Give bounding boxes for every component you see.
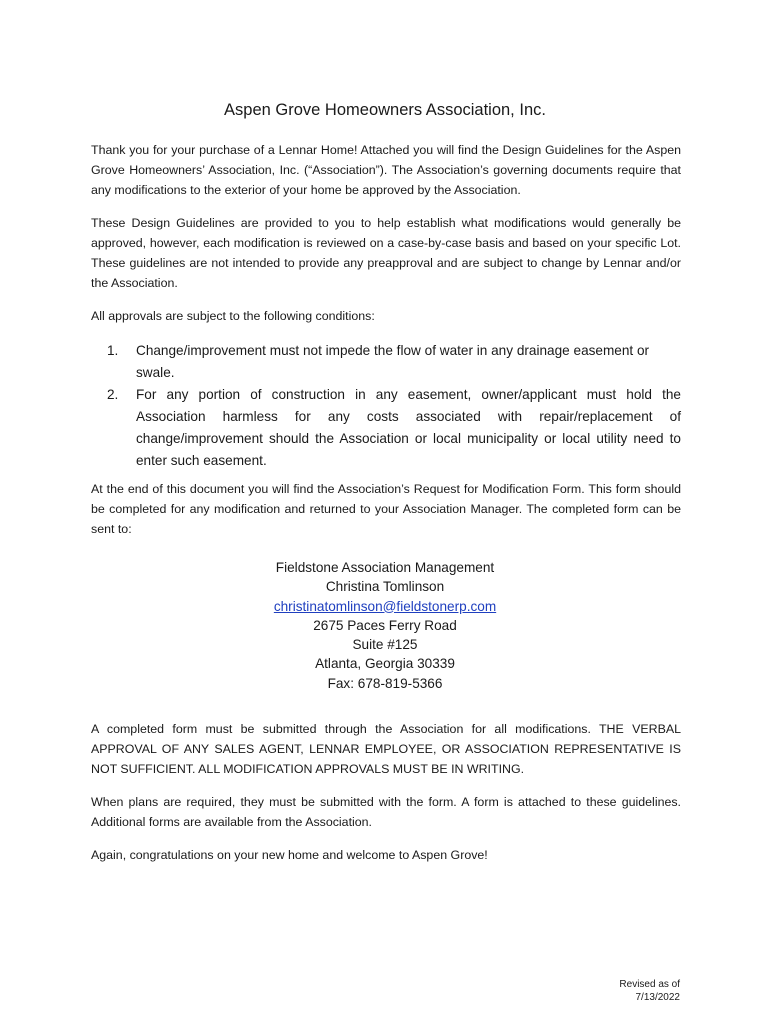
contact-address-block bbox=[0, 558, 770, 693]
revised-label: Revised as of bbox=[619, 979, 680, 990]
condition-number: 2. bbox=[107, 387, 119, 402]
intro-paragraph: Thank you for your purchase of a Lennar Home! Attached you will find the Design Guidelines for the Aspen Grove Homeowners’ Association, Inc. (“Association”). The Association’s governing documents require that any modifications to the exterior of your home be approved by the Association. bbox=[91, 143, 681, 197]
congrats-paragraph: Again, congratulations on your new home and welcome to Aspen Grove! bbox=[91, 848, 488, 862]
revised-date: 7/13/2022 bbox=[635, 992, 680, 1003]
contact-fax: Fax: 678-819-5366 bbox=[327, 675, 443, 691]
condition-number: 1. bbox=[107, 343, 119, 358]
contact-email-link[interactable]: christinatomlinson@fieldstonerp.com bbox=[273, 598, 497, 614]
revision-note bbox=[619, 978, 680, 1004]
condition-item bbox=[107, 384, 681, 472]
condition-item bbox=[107, 340, 681, 384]
contact-city-state-zip: Atlanta, Georgia 30339 bbox=[315, 656, 455, 672]
submit-paragraph: A completed form must be submitted through the Association for all modifications. THE VERBAL APPROVAL OF ANY SALES AGENT, LENNAR EMPLOYEE, OR ASSOCIATION REPRESENTATIVE IS NOT SUFFICIENT. ALL MODIFICATION APPROVALS MUST BE IN WRITING. bbox=[91, 722, 681, 776]
contact-company: Fieldstone Association Management bbox=[275, 560, 495, 575]
condition-text: For any portion of construction in any easement, owner/applicant must hold the Association harmless for any costs associated with repair/replacement of change/improvement should the Association or local municipality or local utility need to enter such easement. bbox=[136, 387, 681, 468]
conditions-list bbox=[107, 340, 681, 472]
contact-suite: Suite #125 bbox=[352, 637, 418, 653]
condition-text: Change/improvement must not impede the flow of water in any drainage easement or swale. bbox=[136, 343, 650, 380]
plans-paragraph: When plans are required, they must be submitted with the form. A form is attached to these guidelines. Additional forms are available from the Association. bbox=[91, 795, 681, 829]
contact-name: Christina Tomlinson bbox=[325, 579, 445, 595]
form-info-paragraph: At the end of this document you will find the Association’s Request for Modification Form. This form should be completed for any modification and returned to your Association Manager. The completed form can be sent to: bbox=[91, 482, 681, 536]
document-title: Aspen Grove Homeowners Association, Inc. bbox=[224, 101, 546, 119]
guidelines-paragraph: These Design Guidelines are provided to you to help establish what modifications would generally be approved, however, each modification is reviewed on a case-by-case basis and based on your specific Lot. These guidelines are not intended to provide any preapproval and are subject to change by Lennar and/or the Association. bbox=[91, 216, 681, 290]
conditions-intro: All approvals are subject to the following conditions: bbox=[91, 309, 375, 323]
contact-street: 2675 Paces Ferry Road bbox=[313, 617, 457, 633]
